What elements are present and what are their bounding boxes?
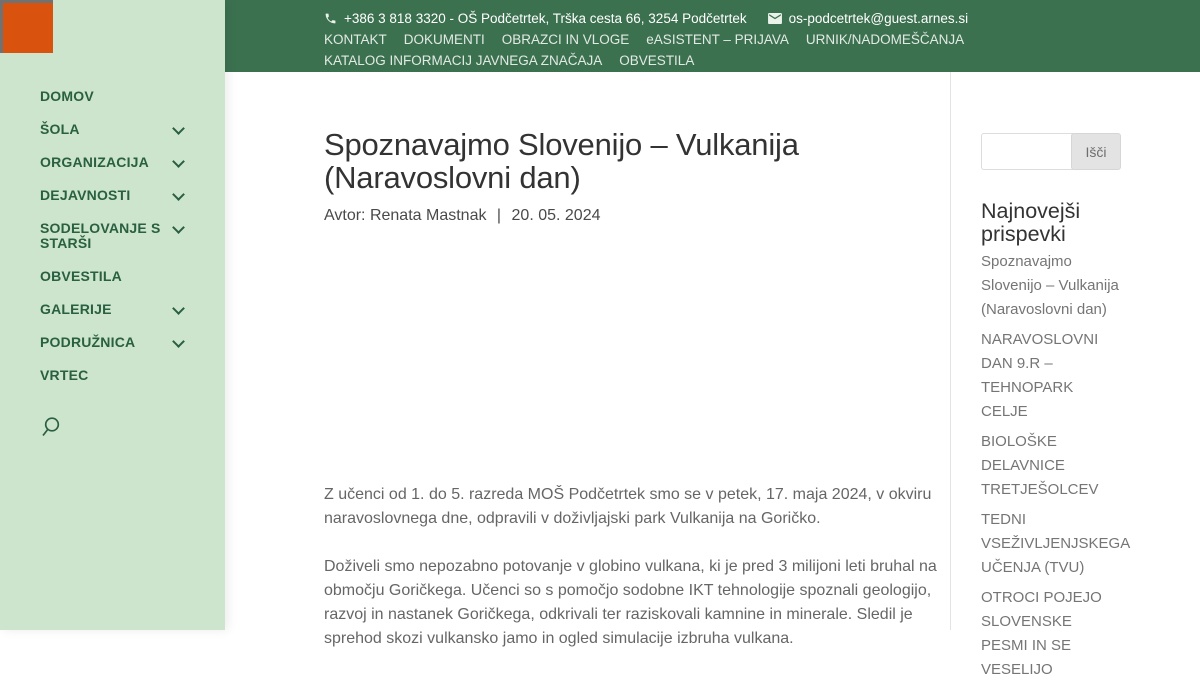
recent-post-link[interactable]: BIOLOŠKE DELAVNICE TRETJEŠOLCEV [981, 433, 1099, 498]
email-text: os-podcetrtek@guest.arnes.si [788, 11, 969, 26]
list-item [981, 328, 1121, 424]
topnav-easistent-prijava[interactable]: eASISTENT – PRIJAVA [646, 32, 789, 47]
chevron-down-icon [172, 122, 185, 135]
phone-contact [324, 11, 747, 26]
list-item [981, 586, 1121, 682]
chevron-down-icon [172, 302, 185, 315]
list-item [981, 508, 1130, 580]
sidebar-item-obvestila[interactable] [40, 269, 205, 284]
right-sidebar [981, 72, 1130, 688]
sidebar-item-label: GALERIJE [40, 301, 112, 317]
sidebar-item-label: DOMOV [40, 88, 94, 104]
sidebar-item-label: SODELOVANJE S STARŠI [40, 220, 161, 251]
sidebar-item-label: OBVESTILA [40, 268, 122, 284]
sidebar-item-label: ŠOLA [40, 121, 80, 137]
content-divider [950, 72, 951, 630]
author-link[interactable]: Renata Mastnak [369, 207, 487, 224]
topnav-row-1 [324, 29, 1200, 50]
search-icon[interactable] [40, 416, 62, 438]
topnav-obrazci-in-vloge[interactable]: OBRAZCI IN VLOGE [501, 32, 630, 47]
recent-posts-list [981, 250, 1130, 682]
sidebar-item-podruznica[interactable] [40, 335, 205, 350]
article-media-placeholder [324, 225, 944, 483]
topnav-obvestila[interactable]: OBVESTILA [619, 53, 695, 68]
post-meta [324, 207, 944, 225]
chevron-down-icon [172, 221, 185, 234]
email-icon [768, 13, 782, 24]
sidebar-item-dejavnosti[interactable] [40, 188, 205, 203]
recent-post-link[interactable]: OTROCI POJEJO SLOVENSKE PESMI IN SE VESELIJO [981, 589, 1102, 678]
topnav-katalog-informacij[interactable]: KATALOG INFORMACIJ JAVNEGA ZNAČAJA [324, 53, 603, 68]
page-title: Spoznavajmo Slovenijo – Vulkanija (Naravoslovni dan) [324, 127, 799, 195]
topnav-dokumenti[interactable]: DOKUMENTI [403, 32, 485, 47]
sidebar-item-label: ORGANIZACIJA [40, 154, 149, 170]
chevron-down-icon [172, 188, 185, 201]
left-sidebar [0, 0, 225, 630]
sidebar-item-label: PODRUŽNICA [40, 334, 136, 350]
search-form [981, 133, 1121, 170]
article [324, 72, 944, 675]
chevron-down-icon [172, 155, 185, 168]
topbar [225, 0, 1200, 72]
recent-post-link[interactable]: NARAVOSLOVNI DAN 9.R – TEHNOPARK CELJE [981, 331, 1099, 420]
sidebar-item-domov[interactable] [40, 89, 205, 104]
author-label: Avtor: [324, 207, 366, 224]
post-date: 20. 05. 2024 [511, 207, 601, 224]
recent-post-link[interactable]: TEDNI VSEŽIVLJENJSKEGA UČENJA (TVU) [981, 511, 1130, 576]
list-item [981, 430, 1121, 502]
sidebar-item-galerije[interactable] [40, 302, 205, 317]
contact-row [324, 8, 1200, 29]
sidebar-item-sodelovanje-s-starsi[interactable] [40, 221, 205, 251]
email-contact[interactable] [768, 11, 969, 26]
sidebar-item-label: VRTEC [40, 367, 89, 383]
recent-post-link[interactable]: Spoznavajmo Slovenijo – Vulkanija (Naravoslovni dan) [981, 253, 1119, 318]
sidebar-item-vrtec[interactable] [40, 368, 205, 383]
sidebar-item-sola[interactable] [40, 122, 205, 137]
search-input[interactable] [981, 133, 1073, 170]
meta-separator: | [496, 207, 502, 224]
recent-posts-heading: Najnovejši prispevki [981, 199, 1081, 246]
sidebar-item-label: DEJAVNOSTI [40, 187, 131, 203]
article-paragraph: Z učenci od 1. do 5. razreda MOŠ Podčetrtek smo se v petek, 17. maja 2024, v okviru naravoslovnega dne, odpravili v doživljajski park Vulkanija na Goričko. [324, 486, 932, 527]
topnav-urnik-nadomescanja[interactable]: URNIK/NADOMEŠČANJA [805, 32, 965, 47]
phone-text: +386 3 818 3320 - OŠ Podčetrtek, Trška cesta 66, 3254 Podčetrtek [344, 11, 747, 26]
sidebar-item-organizacija[interactable] [40, 155, 205, 170]
phone-icon [324, 12, 337, 25]
list-item [981, 250, 1121, 322]
topnav-kontakt[interactable]: KONTAKT [324, 32, 387, 47]
chevron-down-icon [172, 335, 185, 348]
site-logo[interactable] [0, 0, 53, 53]
search-submit-button[interactable]: Išči [1071, 133, 1121, 170]
article-paragraph: Doživeli smo nepozabno potovanje v globino vulkana, ki je pred 3 milijoni leti bruhal na območju Goričkega. Učenci so s pomočjo sodobne IKT tehnologije spoznali geologijo, razvoj in nastanek Goričkega, odkrivali ter raziskovali kamnine in minerale. Sledil je sprehod skozi vulkansko jamo in ogled simulacije izbruha vulkana. [324, 558, 937, 647]
topnav-row-2 [324, 50, 1200, 71]
main-menu [40, 89, 205, 401]
